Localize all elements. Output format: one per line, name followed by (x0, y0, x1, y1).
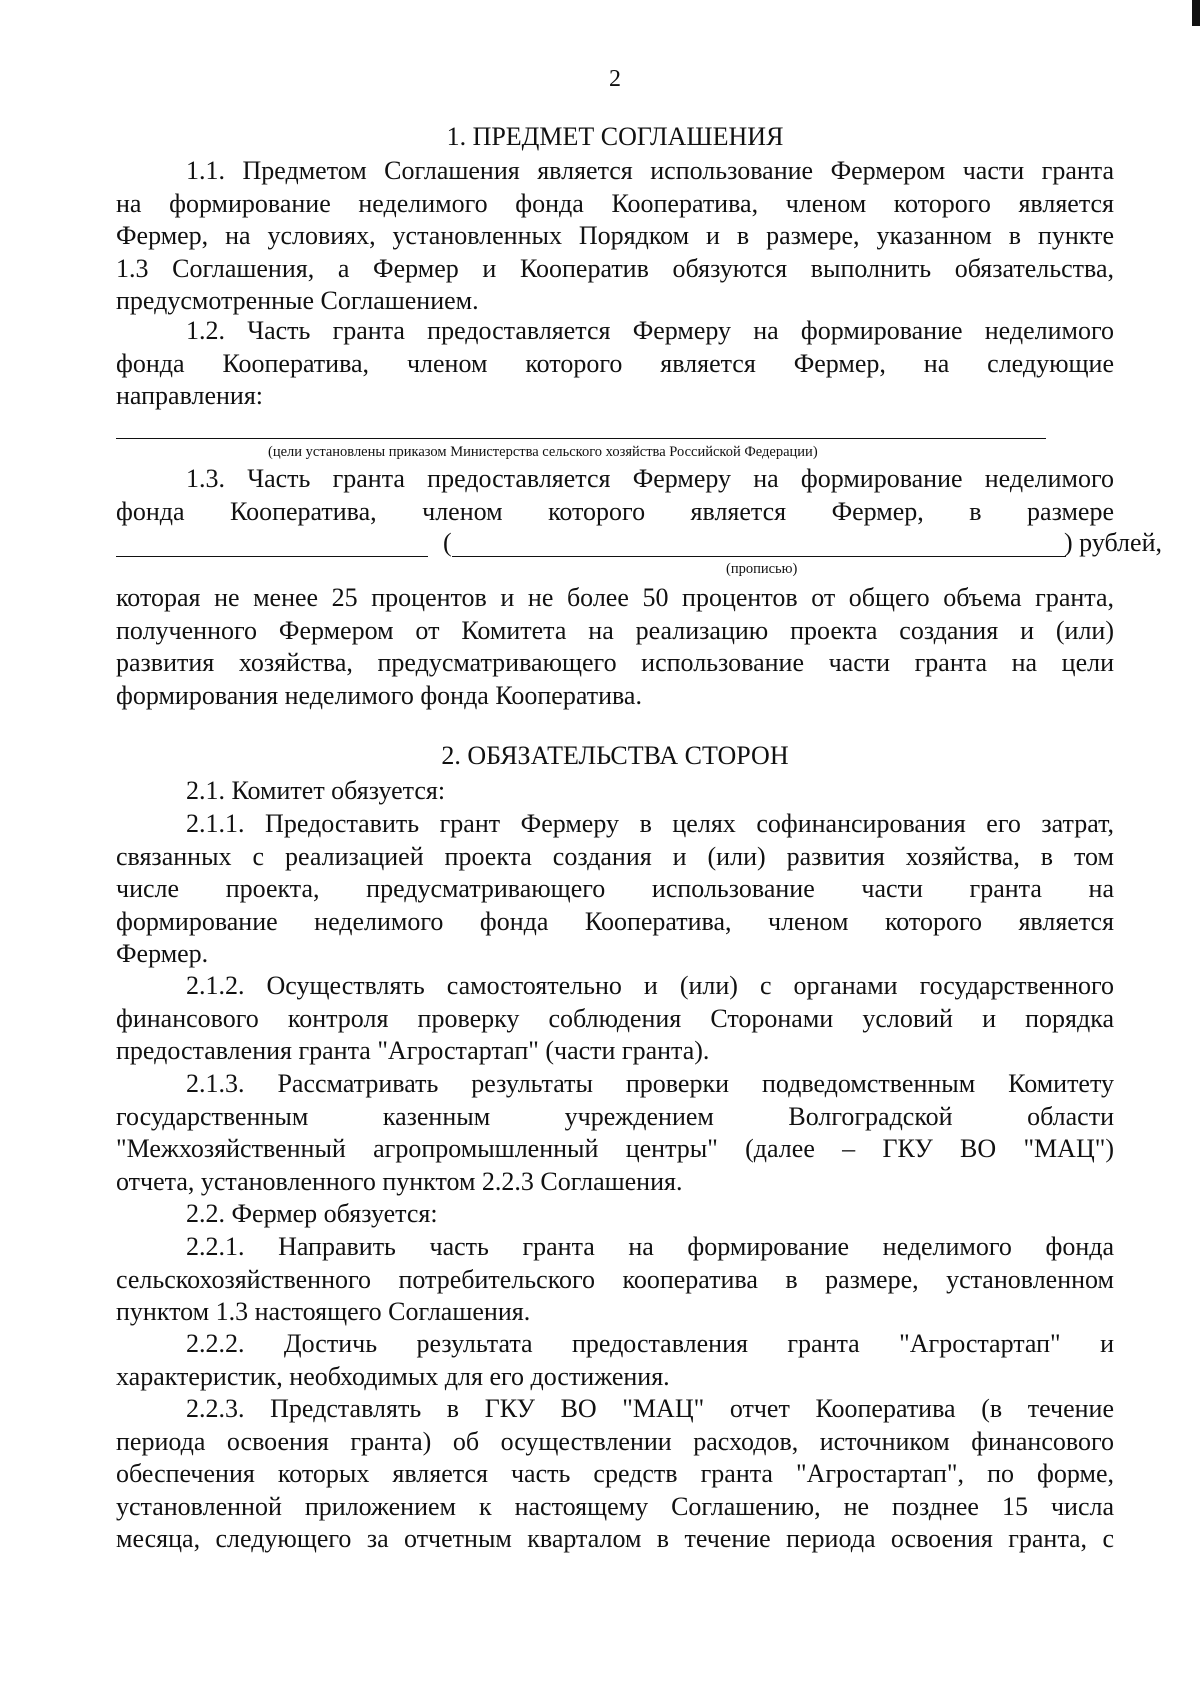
p2-2-line: 2.2. Фермер обязуется: (186, 1199, 438, 1228)
p1-3c-line-4: формирования неделимого фонда Кооператива. (116, 680, 642, 710)
p1-1-line-1: 1.1. Предметом Соглашения является использование Фермером части гранта (186, 156, 1114, 185)
p2-2-2-line-2: характеристик, необходимых для его достижения. (116, 1361, 670, 1391)
p1-3c-line-2: полученного Фермером от Комитета на реализацию проекта создания и (или) (116, 615, 1114, 645)
p2-2-1-line-2: сельскохозяйственного потребительского кооператива в размере, установленном (116, 1264, 1114, 1294)
p2-1-3-line-1: 2.1.3. Рассматривать результаты проверки подведомственным Комитету (186, 1069, 1114, 1098)
p1-1-line-4: 1.3 Соглашения, а Фермер и Кооператив обязуются выполнить обязательства, (116, 253, 1114, 283)
p2-1-1-line-5: Фермер. (116, 939, 209, 968)
p1-3c-line-1: которая не менее 25 процентов и не более 50 процентов от общего объема гранта, (116, 583, 1114, 612)
amount-suffix: ) рублей, (1064, 528, 1162, 557)
amount-words-blank[interactable] (452, 556, 1066, 557)
paragraph-2-1-1 (116, 808, 1114, 971)
document-page (116, 0, 1162, 1696)
paragraph-2-2-1 (116, 1231, 1114, 1329)
paragraph-2-2 (116, 1198, 1114, 1231)
scan-corner-mark (1192, 0, 1200, 26)
paragraph-2-2-3 (116, 1393, 1114, 1556)
p2-1-2-line-3: предоставления гранта "Агростартап" (части гранта). (116, 1036, 710, 1065)
p2-2-3-line-5: месяца, следующего за отчетным кварталом в течение периода освоения гранта, с (116, 1524, 1114, 1553)
page-number: 2 (609, 66, 621, 92)
p2-2-3-line-1: 2.2.3. Представлять в ГКУ ВО "МАЦ" отчет Кооператива (в течение (186, 1394, 1114, 1423)
p2-1-1-line-2: связанных с реализацией проекта создания и (или) развития хозяйства, в том (116, 841, 1114, 871)
p2-1-3-line-4: отчета, установленного пунктом 2.2.3 Соглашения. (116, 1166, 683, 1196)
paragraph-1-2 (116, 315, 1114, 413)
goals-blank-line[interactable] (116, 438, 1046, 439)
words-caption: (прописью) (726, 561, 798, 577)
p2-2-1-line-3: пунктом 1.3 настоящего Соглашения. (116, 1297, 531, 1326)
p2-1-3-line-2: государственным казенным учреждением Волгоградской области (116, 1101, 1114, 1131)
amount-digits-blank[interactable] (116, 556, 428, 557)
p1-1-line-2: на формирование неделимого фонда Кооператива, членом которого является (116, 188, 1114, 218)
p2-1-1-line-1: 2.1.1. Предоставить грант Фермеру в целях софинансирования его затрат, (186, 809, 1114, 838)
p2-2-3-line-3: обеспечения которых является часть средств гранта "Агростартап", по форме, (116, 1459, 1114, 1488)
paragraph-2-1-3 (116, 1068, 1114, 1198)
p2-2-1-line-1: 2.2.1. Направить часть гранта на формирование неделимого фонда (186, 1232, 1114, 1261)
p2-2-2-line-1: 2.2.2. Достичь результата предоставления гранта "Агростартап" и (186, 1329, 1114, 1358)
amount-open-paren: ( (443, 528, 452, 557)
p1-3-line-2: фонда Кооператива, членом которого является Фермер, в размере (116, 496, 1114, 526)
paragraph-2-1-2 (116, 970, 1114, 1068)
p1-2-line-3: направления: (116, 381, 264, 410)
p1-1-line-3: Фермер, на условиях, установленных Порядком и в размере, указанном в пункте (116, 221, 1114, 250)
p2-1-2-line-2: финансового контроля проверку соблюдения Сторонами условий и порядка (116, 1003, 1114, 1033)
section-2-title: 2. ОБЯЗАТЕЛЬСТВА СТОРОН (441, 741, 789, 770)
paragraph-2-2-2 (116, 1328, 1114, 1393)
paragraph-1-3 (116, 463, 1114, 528)
p2-2-3-line-4: установленной приложением к настоящему Соглашению, не позднее 15 числа (116, 1491, 1114, 1521)
p2-1-1-line-3: числе проекта, предусматривающего использование части гранта на (116, 874, 1114, 903)
paragraph-1-3-continued (116, 582, 1114, 712)
goals-caption: (цели установлены приказом Министерства сельского хозяйства Российской Федерации) (268, 444, 818, 460)
section-1-title: 1. ПРЕДМЕТ СОГЛАШЕНИЯ (446, 122, 784, 151)
p1-2-line-2: фонда Кооператива, членом которого является Фермер, на следующие (116, 348, 1114, 378)
p2-1-3-line-3: "Межхозяйственный агропромышленный центры" (далее – ГКУ ВО "МАЦ") (116, 1134, 1114, 1163)
p2-1-line: 2.1. Комитет обязуется: (186, 776, 446, 805)
p1-3-line-1: 1.3. Часть гранта предоставляется Фермеру на формирование неделимого (186, 464, 1114, 493)
p2-1-2-line-1: 2.1.2. Осуществлять самостоятельно и (или) с органами государственного (186, 971, 1114, 1000)
p2-2-3-line-2: периода освоения гранта) об осуществлении расходов, источником финансового (116, 1426, 1114, 1456)
p1-2-line-1: 1.2. Часть гранта предоставляется Фермеру на формирование неделимого (186, 316, 1114, 345)
paragraph-2-1 (116, 775, 1114, 808)
p1-3c-line-3: развития хозяйства, предусматривающего использование части гранта на цели (116, 648, 1114, 677)
paragraph-1-1 (116, 155, 1114, 318)
p2-1-1-line-4: формирование неделимого фонда Кооператива, членом которого является (116, 906, 1114, 936)
p1-1-line-5: предусмотренные Соглашением. (116, 286, 479, 315)
